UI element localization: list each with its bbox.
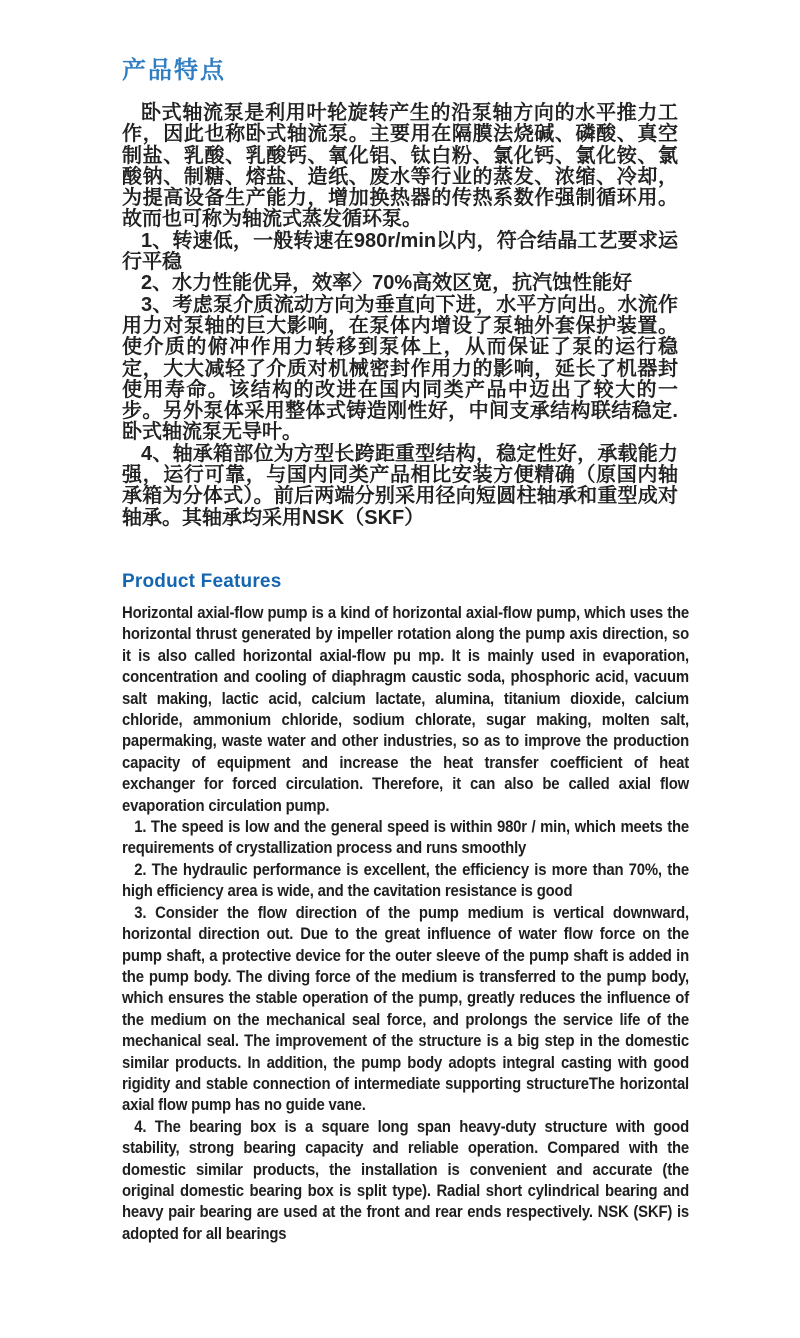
paragraph: 2. The hydraulic performance is excellent, the efficiency is more than 70%, the high efficiency area is wide, and the cavitation resistance is good bbox=[122, 859, 689, 901]
english-paragraphs bbox=[122, 602, 689, 1244]
paragraph: 1、转速低，一般转速在980r/min以内，符合结晶工艺要求运行平稳 bbox=[122, 229, 678, 274]
paragraph: 4. The bearing box is a square long span heavy-duty structure with good stability, strong bearing capacity and reliable operation. Compared with the domestic similar products, the installation is convenient and accurate (the original domestic bearing box is split type). Radial short cylindrical bearing and heavy pair bearing are used at the front and rear ends respectively. NSK (SKF) is adopted for all bearings bbox=[122, 1116, 689, 1243]
english-features-section bbox=[122, 571, 689, 1244]
chinese-section-title: 产品特点 bbox=[122, 57, 226, 84]
english-section-title: Product Features bbox=[122, 571, 282, 592]
chinese-paragraphs bbox=[122, 103, 678, 529]
paragraph: 卧式轴流泵是利用叶轮旋转产生的沿泵轴方向的水平推力工作，因此也称卧式轴流泵。主要用在隔膜法烧碱、磷酸、真空制盐、乳酸、乳酸钙、氧化铝、钛白粉、氯化钙、氯化铵、氯酸钠、制糖、熔盐、造纸、废水等行业的蒸发、浓缩、冷却，为提高设备生产能力，增加换热器的传热系数作强制循环用。故而也可称为轴流式蒸发循环泵。 bbox=[122, 102, 678, 231]
paragraph: 3. Consider the flow direction of the pump medium is vertical downward, horizontal direction out. Due to the great influence of water flow force on the pump shaft, a protective device for the outer sleeve of the pump shaft is added in the pump body. The diving force of the medium is transferred to the pump body, which ensures the stable operation of the pump, greatly reduces the influence of the medium on the mechanical seal force, and prolongs the service life of the mechanical seal. The improvement of the structure is a big step in the domestic similar products. In addition, the pump body adopts integral casting with good rigidity and stable connection of intermediate supporting structureThe horizontal axial flow pump has no guide vane. bbox=[122, 902, 689, 1115]
paragraph: 1. The speed is low and the general speed is within 980r / min, which meets the requirements of crystallization process and runs smoothly bbox=[122, 817, 689, 858]
paragraph: 4、轴承箱部位为方型长跨距重型结构，稳定性好，承载能力强，运行可靠，与国内同类产品相比安装方便精确（原国内轴承箱为分体式）。前后两端分别采用径向短圆柱轴承和重型成对轴承。其轴承均采用NSK（SKF） bbox=[122, 442, 678, 529]
paragraph: Horizontal axial-flow pump is a kind of horizontal axial-flow pump, which uses the horizontal thrust generated by impeller rotation along the pump axis direction, so it is also called horizontal axial-flow pu mp. It is mainly used in evaporation, concentration and cooling of diaphragm caustic soda, phosphoric acid, vacuum salt making, lactic acid, calcium lactate, alumina, titanium dioxide, calcium chloride, ammonium chloride, sodium chlorate, sugar making, molten salt, papermaking, waste water and other industries, so as to improve the production capacity of equipment and increase the heat transfer coefficient of heat exchanger for forced circulation. Therefore, it can also be called axial flow evaporation circulation pump. bbox=[122, 603, 689, 815]
paragraph: 2、水力性能优异，效率〉70%高效区宽，抗汽蚀性能好 bbox=[141, 272, 633, 295]
paragraph: 3、考虑泵介质流动方向为垂直向下进，水平方向出。水流作用力对泵轴的巨大影响，在泵体内增设了泵轴外套保护装置。使介质的俯冲作用力转移到泵体上，从而保证了泵的运行稳定，大大减轻了介质对机械密封作用力的影响，延长了机器封使用寿命。该结构的改进在国内同类产品中迈出了较大的一步。另外泵体采用整体式铸造刚性好，中间支承结构联结稳定. 卧式轴流泵无导叶。 bbox=[122, 293, 678, 444]
chinese-features-section bbox=[122, 57, 678, 529]
